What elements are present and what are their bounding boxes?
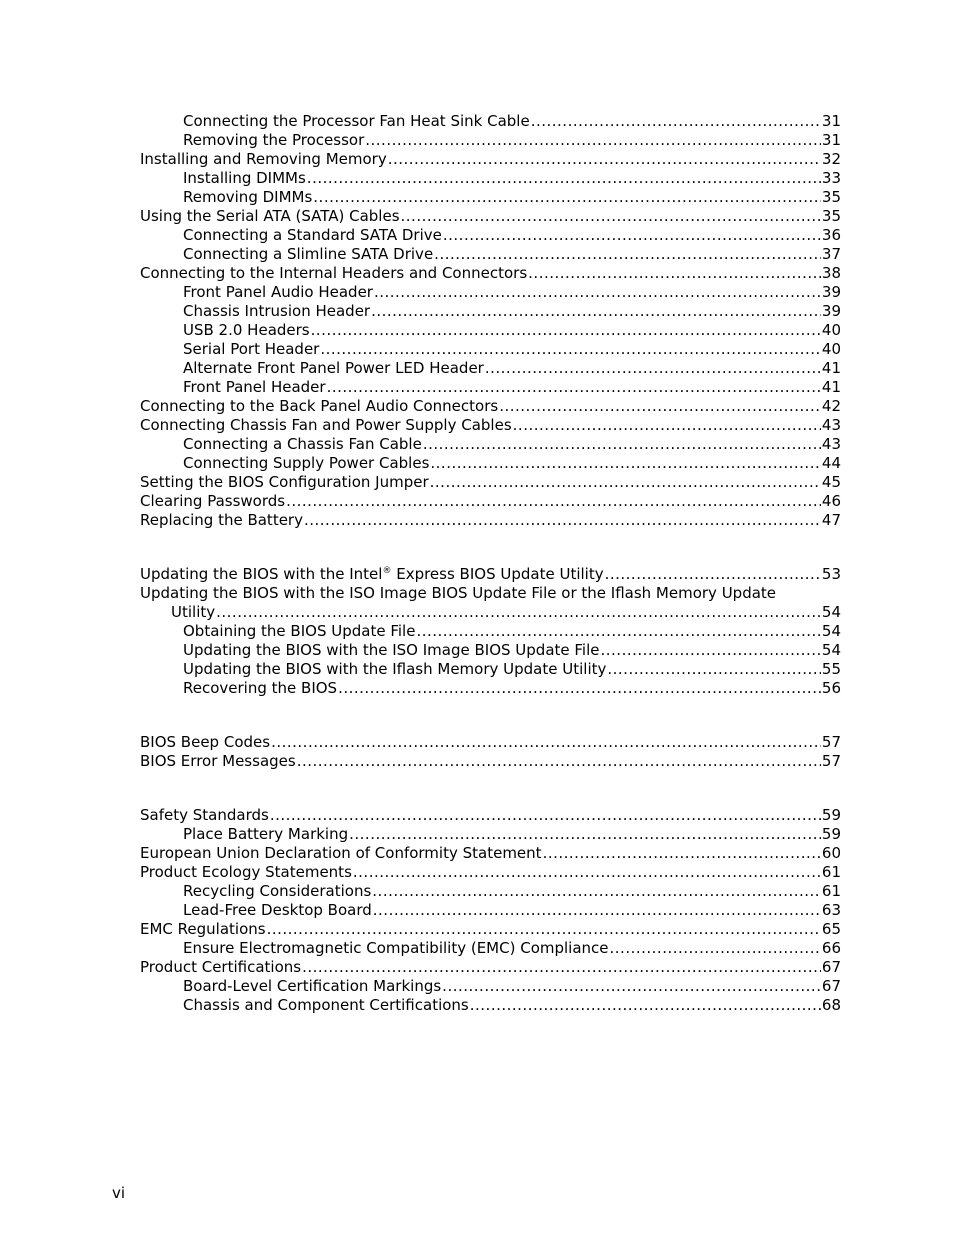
toc-entry-title: Chassis Intrusion Header xyxy=(183,302,371,320)
toc-entry[interactable] xyxy=(140,882,841,901)
leader-dots xyxy=(270,806,821,825)
table-of-contents xyxy=(140,112,841,1050)
leader-dots xyxy=(485,359,821,378)
toc-entry-title: Replacing the Battery xyxy=(140,511,303,529)
toc-page-number: 47 xyxy=(821,511,841,529)
toc-entry-title: Updating the BIOS with the ISO Image BIOS Update File or the Iflash Memory Update xyxy=(140,584,777,602)
toc-entry-title: Serial Port Header xyxy=(183,340,320,358)
toc-page-number: 40 xyxy=(821,340,841,358)
toc-entry-title: Updating the BIOS with the Intel® Express BIOS Update Utility xyxy=(140,565,604,583)
toc-entry-title: Front Panel Header xyxy=(183,378,326,396)
toc-page-number: 41 xyxy=(821,359,841,377)
leader-dots xyxy=(371,302,821,321)
toc-section xyxy=(140,565,841,698)
toc-entry[interactable] xyxy=(140,733,841,752)
toc-entry[interactable] xyxy=(140,188,841,207)
toc-entry-title: Connecting Supply Power Cables xyxy=(183,454,430,472)
toc-entry[interactable] xyxy=(140,359,841,378)
toc-page-number: 55 xyxy=(821,660,841,678)
leader-dots xyxy=(528,264,821,283)
toc-entry-title: Installing DIMMs xyxy=(183,169,306,187)
toc-entry[interactable] xyxy=(140,226,841,245)
leader-dots xyxy=(311,321,821,340)
leader-dots xyxy=(607,660,821,679)
toc-entry[interactable] xyxy=(140,340,841,359)
toc-entry[interactable] xyxy=(140,641,841,660)
toc-page-number: 40 xyxy=(821,321,841,339)
toc-entry[interactable] xyxy=(140,283,841,302)
toc-page-number: 54 xyxy=(821,603,841,621)
toc-entry[interactable] xyxy=(140,378,841,397)
leader-dots xyxy=(320,340,821,359)
toc-entry[interactable] xyxy=(140,207,841,226)
toc-page-number: 43 xyxy=(821,435,841,453)
toc-entry[interactable] xyxy=(140,416,841,435)
leader-dots xyxy=(216,603,821,622)
leader-dots xyxy=(443,226,821,245)
toc-entry[interactable] xyxy=(140,996,841,1015)
toc-page-number: 66 xyxy=(821,939,841,957)
toc-entry[interactable] xyxy=(140,112,841,131)
toc-page-number: 61 xyxy=(821,863,841,881)
toc-page-number: 57 xyxy=(821,752,841,770)
toc-entry[interactable] xyxy=(140,565,841,584)
toc-entry-title: Connecting a Slimline SATA Drive xyxy=(183,245,434,263)
toc-page-number: 41 xyxy=(821,378,841,396)
toc-section xyxy=(140,733,841,771)
toc-page-number: 39 xyxy=(821,283,841,301)
leader-dots xyxy=(610,939,821,958)
leader-dots xyxy=(543,844,821,863)
registered-mark: ® xyxy=(382,566,392,576)
toc-page-number: 35 xyxy=(821,188,841,206)
toc-page-number: 31 xyxy=(821,131,841,149)
toc-page-number: 37 xyxy=(821,245,841,263)
toc-page-number: 59 xyxy=(821,825,841,843)
toc-page-number: 35 xyxy=(821,207,841,225)
leader-dots xyxy=(327,378,821,397)
toc-page-number: 68 xyxy=(821,996,841,1014)
toc-entry[interactable] xyxy=(140,752,841,771)
toc-entry-title: Front Panel Audio Header xyxy=(183,283,373,301)
toc-page-number: 36 xyxy=(821,226,841,244)
toc-page-number: 45 xyxy=(821,473,841,491)
leader-dots xyxy=(353,863,821,882)
leader-dots xyxy=(442,977,821,996)
leader-dots xyxy=(470,996,821,1015)
toc-entry[interactable] xyxy=(140,977,841,996)
toc-entry-title: EMC Regulations xyxy=(140,920,266,938)
toc-page-number: 33 xyxy=(821,169,841,187)
leader-dots xyxy=(430,454,821,473)
toc-page-number: 54 xyxy=(821,622,841,640)
leader-dots xyxy=(349,825,821,844)
toc-entry-title: Clearing Passwords xyxy=(140,492,286,510)
toc-entry-title: Connecting Chassis Fan and Power Supply Cables xyxy=(140,416,512,434)
toc-entry-title: Connecting to the Back Panel Audio Connectors xyxy=(140,397,499,415)
leader-dots xyxy=(430,473,821,492)
toc-entry[interactable] xyxy=(140,131,841,150)
toc-entry-title: Connecting to the Internal Headers and Connectors xyxy=(140,264,528,282)
toc-entry[interactable] xyxy=(140,169,841,188)
toc-entry[interactable] xyxy=(140,511,841,530)
toc-entry[interactable] xyxy=(140,863,841,882)
toc-entry-title: Product Certifications xyxy=(140,958,302,976)
toc-entry-title: Safety Standards xyxy=(140,806,269,824)
toc-entry-title: Connecting a Standard SATA Drive xyxy=(183,226,442,244)
toc-page-number: 31 xyxy=(821,112,841,130)
toc-entry-title: Removing DIMMs xyxy=(183,188,313,206)
toc-section xyxy=(140,806,841,1015)
toc-page-number: 56 xyxy=(821,679,841,697)
toc-entry-title: Installing and Removing Memory xyxy=(140,150,387,168)
toc-entry[interactable] xyxy=(140,150,841,169)
toc-page-number: 44 xyxy=(821,454,841,472)
leader-dots xyxy=(313,188,821,207)
toc-page-number: 42 xyxy=(821,397,841,415)
toc-entry-title: Place Battery Marking xyxy=(183,825,349,843)
toc-entry[interactable] xyxy=(140,264,841,283)
toc-entry[interactable] xyxy=(140,321,841,340)
leader-dots xyxy=(374,283,821,302)
toc-entry-title: Product Ecology Statements xyxy=(140,863,352,881)
toc-entry-title: Updating the BIOS with the ISO Image BIOS Update File xyxy=(183,641,600,659)
leader-dots xyxy=(338,679,821,698)
leader-dots xyxy=(267,920,821,939)
toc-page-number: 67 xyxy=(821,977,841,995)
toc-entry-title: USB 2.0 Headers xyxy=(183,321,310,339)
toc-entry-title: Lead-Free Desktop Board xyxy=(183,901,372,919)
toc-entry[interactable] xyxy=(140,920,841,939)
toc-page-number: 32 xyxy=(821,150,841,168)
toc-page-number: 43 xyxy=(821,416,841,434)
toc-page-number: 38 xyxy=(821,264,841,282)
leader-dots xyxy=(423,435,821,454)
toc-section xyxy=(140,112,841,530)
toc-entry-title: Chassis and Component Certifications xyxy=(183,996,469,1014)
toc-entry-title: Connecting a Chassis Fan Cable xyxy=(183,435,422,453)
toc-page-number: 63 xyxy=(821,901,841,919)
toc-entry[interactable] xyxy=(140,844,841,863)
leader-dots xyxy=(605,565,821,584)
toc-entry[interactable] xyxy=(140,245,841,264)
toc-entry[interactable] xyxy=(140,435,841,454)
leader-dots xyxy=(372,882,821,901)
leader-dots xyxy=(388,150,821,169)
toc-entry-title: Recycling Considerations xyxy=(183,882,372,900)
toc-entry-title: Recovering the BIOS xyxy=(183,679,338,697)
leader-dots xyxy=(373,901,821,920)
leader-dots xyxy=(499,397,821,416)
toc-page-number: 57 xyxy=(821,733,841,751)
toc-entry-title: Setting the BIOS Configuration Jumper xyxy=(140,473,429,491)
leader-dots xyxy=(365,131,821,150)
leader-dots xyxy=(304,511,821,530)
toc-entry[interactable] xyxy=(140,939,841,958)
toc-entry-title: European Union Declaration of Conformity Statement xyxy=(140,844,542,862)
toc-entry[interactable] xyxy=(140,622,841,641)
toc-entry-title: Connecting the Processor Fan Heat Sink Cable xyxy=(183,112,530,130)
toc-entry[interactable] xyxy=(140,492,841,511)
leader-dots xyxy=(401,207,821,226)
leader-dots xyxy=(434,245,821,264)
leader-dots xyxy=(601,641,821,660)
toc-entry[interactable] xyxy=(140,679,841,698)
leader-dots xyxy=(307,169,821,188)
toc-page-number: 46 xyxy=(821,492,841,510)
toc-entry[interactable] xyxy=(140,660,841,679)
toc-page-number: 39 xyxy=(821,302,841,320)
toc-entry[interactable] xyxy=(140,603,841,622)
toc-entry[interactable] xyxy=(140,825,841,844)
toc-entry-title: Alternate Front Panel Power LED Header xyxy=(183,359,484,377)
toc-page-number: 67 xyxy=(821,958,841,976)
toc-entry[interactable] xyxy=(140,454,841,473)
toc-entry[interactable] xyxy=(140,901,841,920)
toc-page-number: 60 xyxy=(821,844,841,862)
toc-page-number: 61 xyxy=(821,882,841,900)
toc-entry[interactable] xyxy=(140,806,841,825)
toc-entry[interactable] xyxy=(140,958,841,977)
leader-dots xyxy=(531,112,821,131)
leader-dots xyxy=(513,416,821,435)
toc-entry-title: Utility xyxy=(171,603,216,621)
toc-entry-title: BIOS Beep Codes xyxy=(140,733,271,751)
toc-entry-title: Using the Serial ATA (SATA) Cables xyxy=(140,207,400,225)
toc-page-number: 54 xyxy=(821,641,841,659)
toc-entry[interactable] xyxy=(140,473,841,492)
toc-page-number: 59 xyxy=(821,806,841,824)
leader-dots xyxy=(297,752,821,771)
toc-entry[interactable] xyxy=(140,397,841,416)
page-number: vi xyxy=(112,1184,126,1202)
toc-entry-title: Board-Level Certification Markings xyxy=(183,977,442,995)
leader-dots xyxy=(416,622,820,641)
leader-dots xyxy=(286,492,821,511)
toc-entry-title: Ensure Electromagnetic Compatibility (EMC) Compliance xyxy=(183,939,609,957)
toc-entry-title: Updating the BIOS with the Iflash Memory Update Utility xyxy=(183,660,607,678)
toc-entry-title: Obtaining the BIOS Update File xyxy=(183,622,416,640)
toc-page-number: 65 xyxy=(821,920,841,938)
toc-entry-title: BIOS Error Messages xyxy=(140,752,296,770)
leader-dots xyxy=(271,733,821,752)
leader-dots xyxy=(302,958,821,977)
toc-entry-title: Removing the Processor xyxy=(183,131,365,149)
toc-entry[interactable] xyxy=(140,302,841,321)
toc-page-number: 53 xyxy=(821,565,841,583)
